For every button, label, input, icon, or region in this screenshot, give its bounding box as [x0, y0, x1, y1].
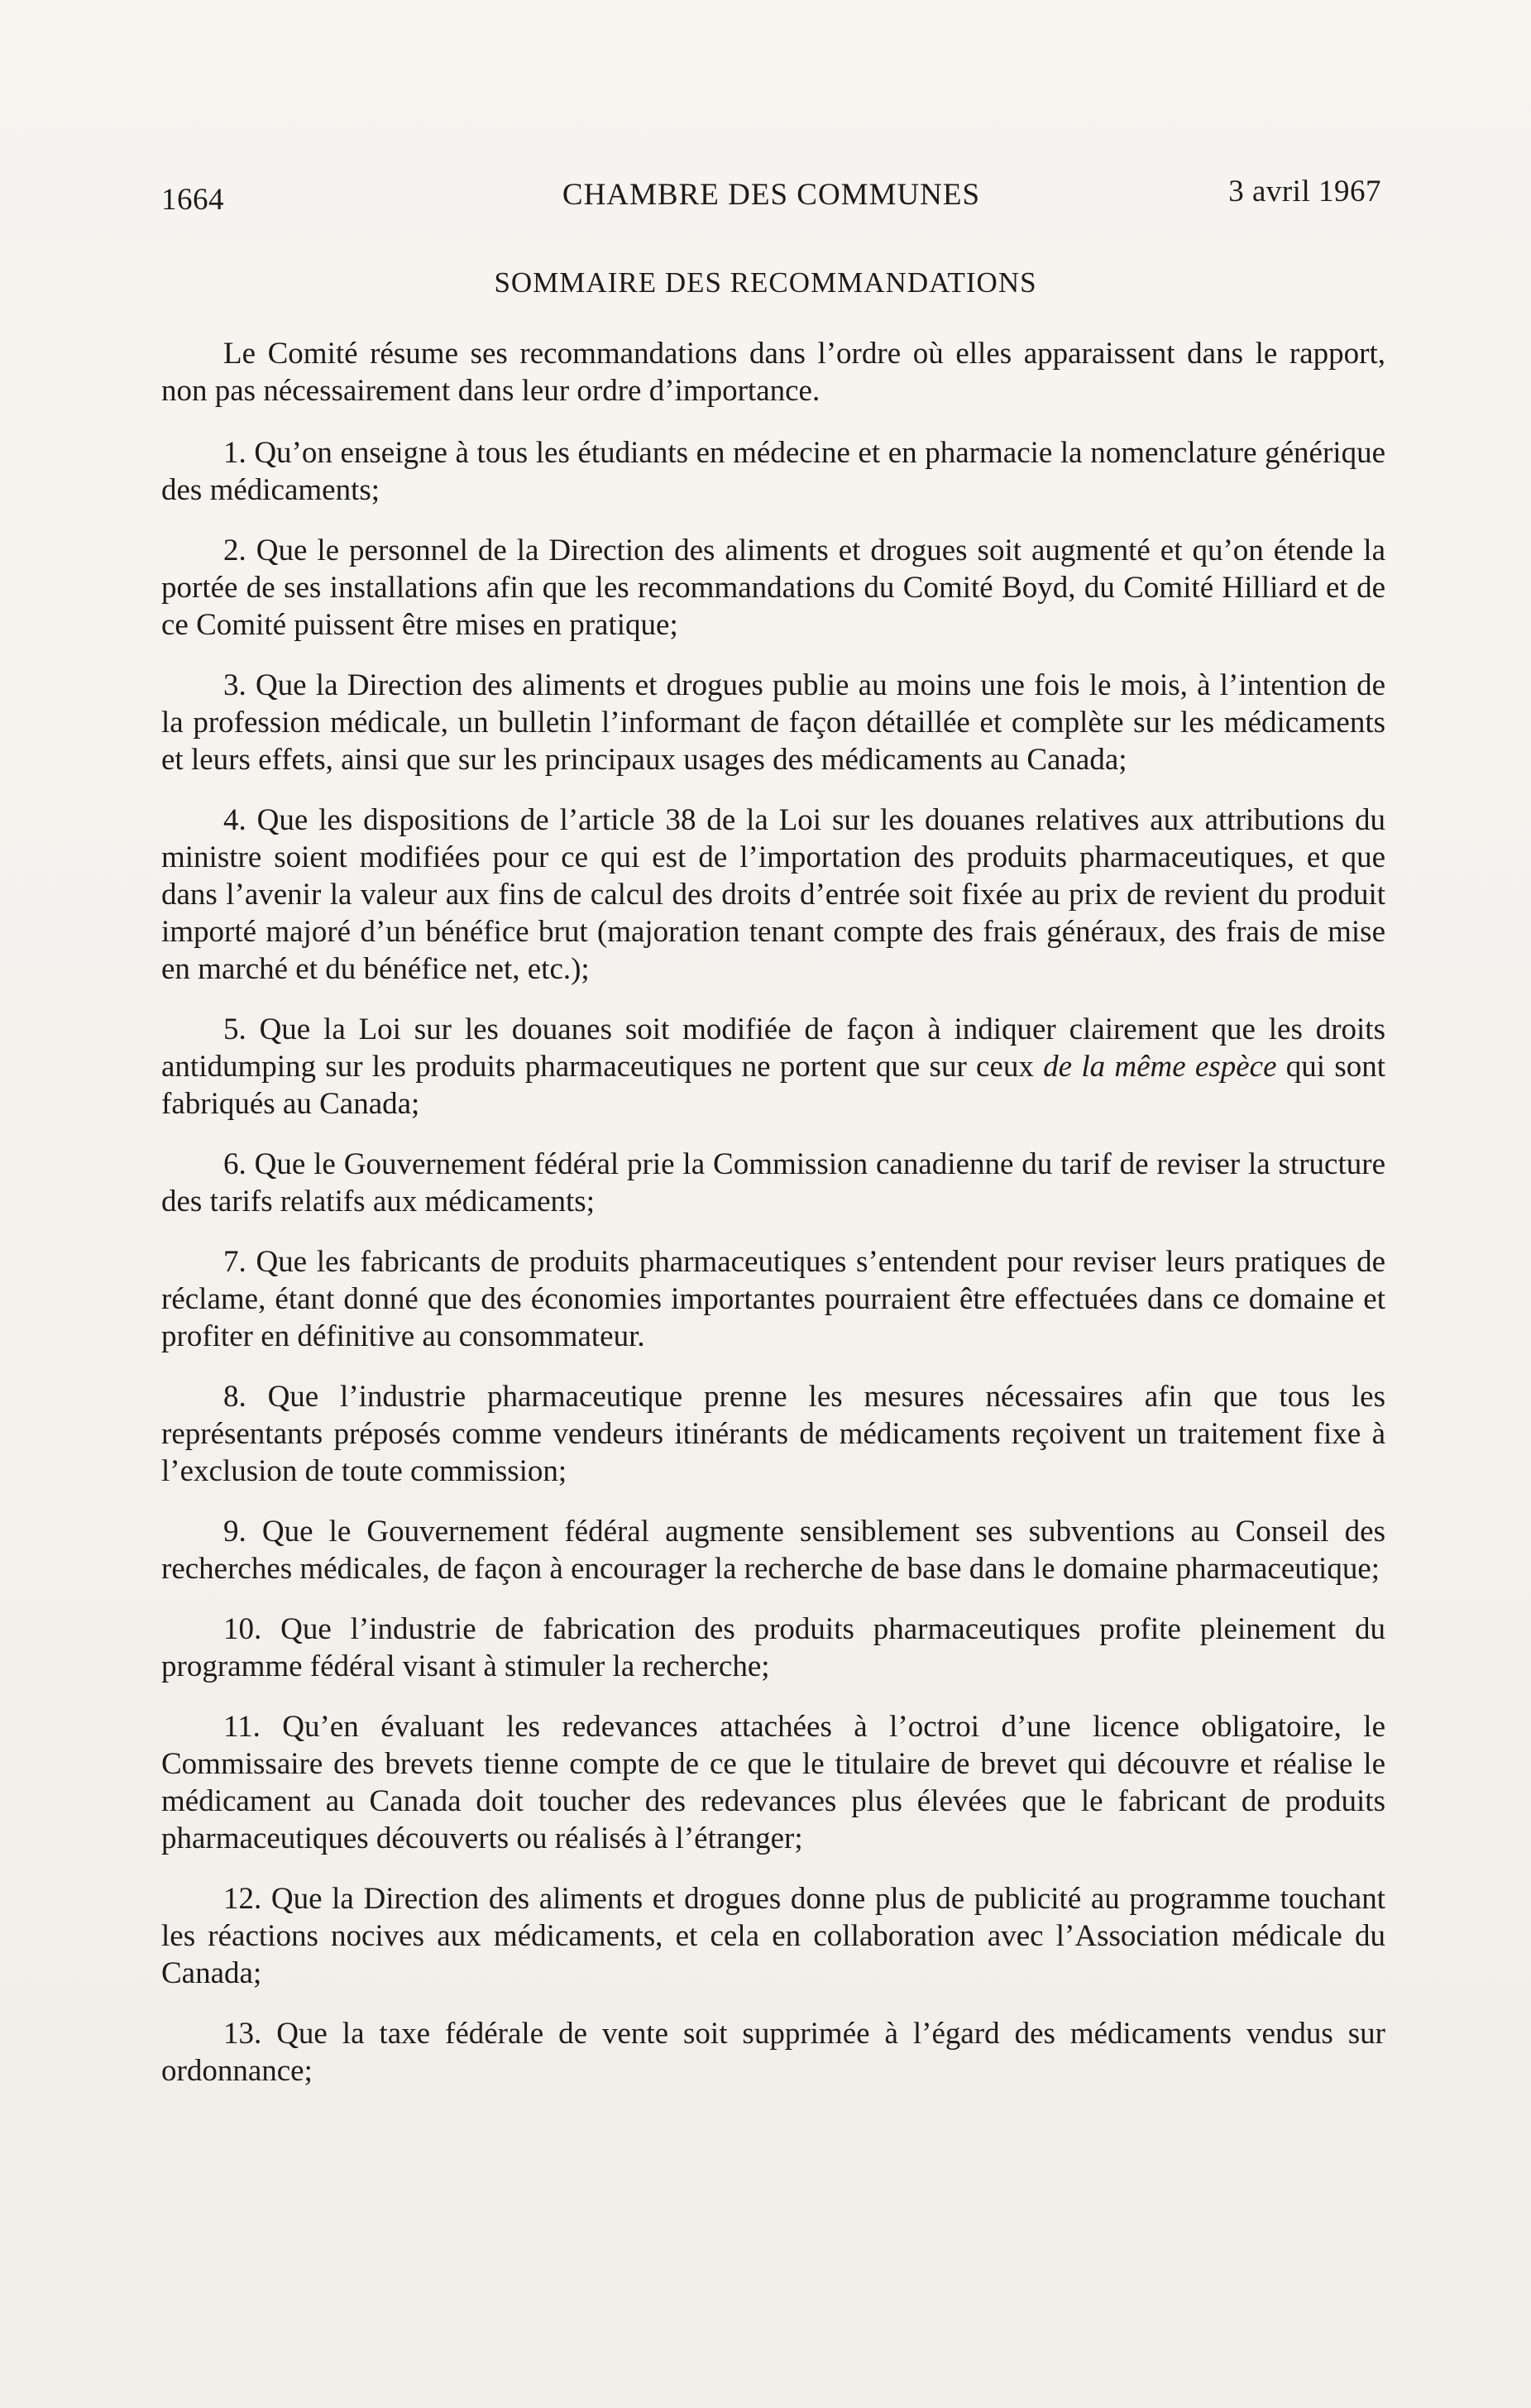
recommendation-2: 2. Que le personnel de la Direction des aliments et drogues soit augmenté et qu’on étende la portée de ses installations afin que les recommandations du Comité Boyd, du Comité Hilliard et de ce Comité puissent être mises en pratique;	[161, 534, 1385, 642]
section-title: SOMMAIRE DES RECOMMANDATIONS	[494, 266, 1037, 299]
recommendation-12: 12. Que la Direction des aliments et drogues donne plus de publicité au programme touchant les réactions nocives aux médicaments, et cela en collaboration avec l’Association médicale du Canada;	[161, 1882, 1385, 1990]
recommendation-5-text-before: 5. Que la Loi sur les douanes soit modifiée de façon à indiquer clairement que les droits antidumping sur les produits pharmaceutiques ne portent que sur ceux	[161, 1013, 1385, 1084]
recommendation-9: 9. Que le Gouvernement fédéral augmente sensiblement ses subventions au Conseil des recherches médicales, de façon à encourager la recherche de base dans le domaine pharmaceutique;	[161, 1515, 1385, 1586]
recommendation-3: 3. Que la Direction des aliments et drogues publie au moins une fois le mois, à l’intention de la profession médicale, un bulletin l’informant de façon détaillée et complète sur les médicaments et leurs effets, ainsi que sur les principaux usages des médicaments au Canada;	[161, 668, 1385, 777]
recommendation-10: 10. Que l’industrie de fabrication des produits pharmaceutiques profite pleinement du programme fédéral visant à stimuler la recherche;	[161, 1612, 1385, 1683]
page-number: 1664	[161, 183, 224, 217]
recommendation-1: 1. Qu’on enseigne à tous les étudiants en médecine et en pharmacie la nomenclature générique des médicaments;	[161, 436, 1385, 507]
document-body	[161, 335, 1385, 2113]
recommendation-5-emphasis: de la même espèce	[1043, 1050, 1277, 1084]
recommendation-13: 13. Que la taxe fédérale de vente soit supprimée à l’égard des médicaments vendus sur ordonnance;	[161, 2017, 1385, 2088]
journal-title: CHAMBRE DES COMMUNES	[562, 178, 981, 212]
recommendation-11: 11. Qu’en évaluant les redevances attachées à l’octroi d’une licence obligatoire, le Commissaire des brevets tienne compte de ce que le titulaire de brevet qui découvre et réalise le médicament au Canada doit toucher des redevances plus élevées que le fabricant de produits pharmaceutiques découverts ou réalisés à l’étranger;	[161, 1710, 1385, 1855]
recommendation-6: 6. Que le Gouvernement fédéral prie la Commission canadienne du tarif de reviser la structure des tarifs relatifs aux médicaments;	[161, 1147, 1385, 1218]
recommendation-5-text-after: qui sont fabriqués au Canada;	[161, 1050, 1386, 1121]
page-header	[161, 174, 1381, 220]
issue-date: 3 avril 1967	[1228, 175, 1381, 208]
recommendation-5	[161, 1011, 1385, 1123]
recommendation-7: 7. Que les fabricants de produits pharmaceutiques s’entendent pour reviser leurs pratiques de réclame, étant donné que des économies importantes pourraient être effectuées dans ce domaine et profiter en définitive au consommateur.	[161, 1245, 1385, 1353]
intro-paragraph: Le Comité résume ses recommandations dans l’ordre où elles apparaissent dans le rapport, non pas nécessairement dans leur ordre d’importance.	[161, 337, 1385, 408]
recommendation-4: 4. Que les dispositions de l’article 38 de la Loi sur les douanes relatives aux attributions du ministre soient modifiées pour ce qui est de l’importation des produits pharmaceutiques, et que dans l’avenir la valeur aux fins de calcul des droits d’entrée soit fixée au prix de revient du produit importé majoré d’un bénéfice brut (majoration tenant compte des frais généraux, des frais de mise en marché et du bénéfice net, etc.);	[161, 803, 1385, 986]
recommendation-8: 8. Que l’industrie pharmaceutique prenne les mesures nécessaires afin que tous les représentants préposés comme vendeurs itinérants de médicaments reçoivent un traitement fixe à l’exclusion de toute commission;	[161, 1380, 1385, 1488]
